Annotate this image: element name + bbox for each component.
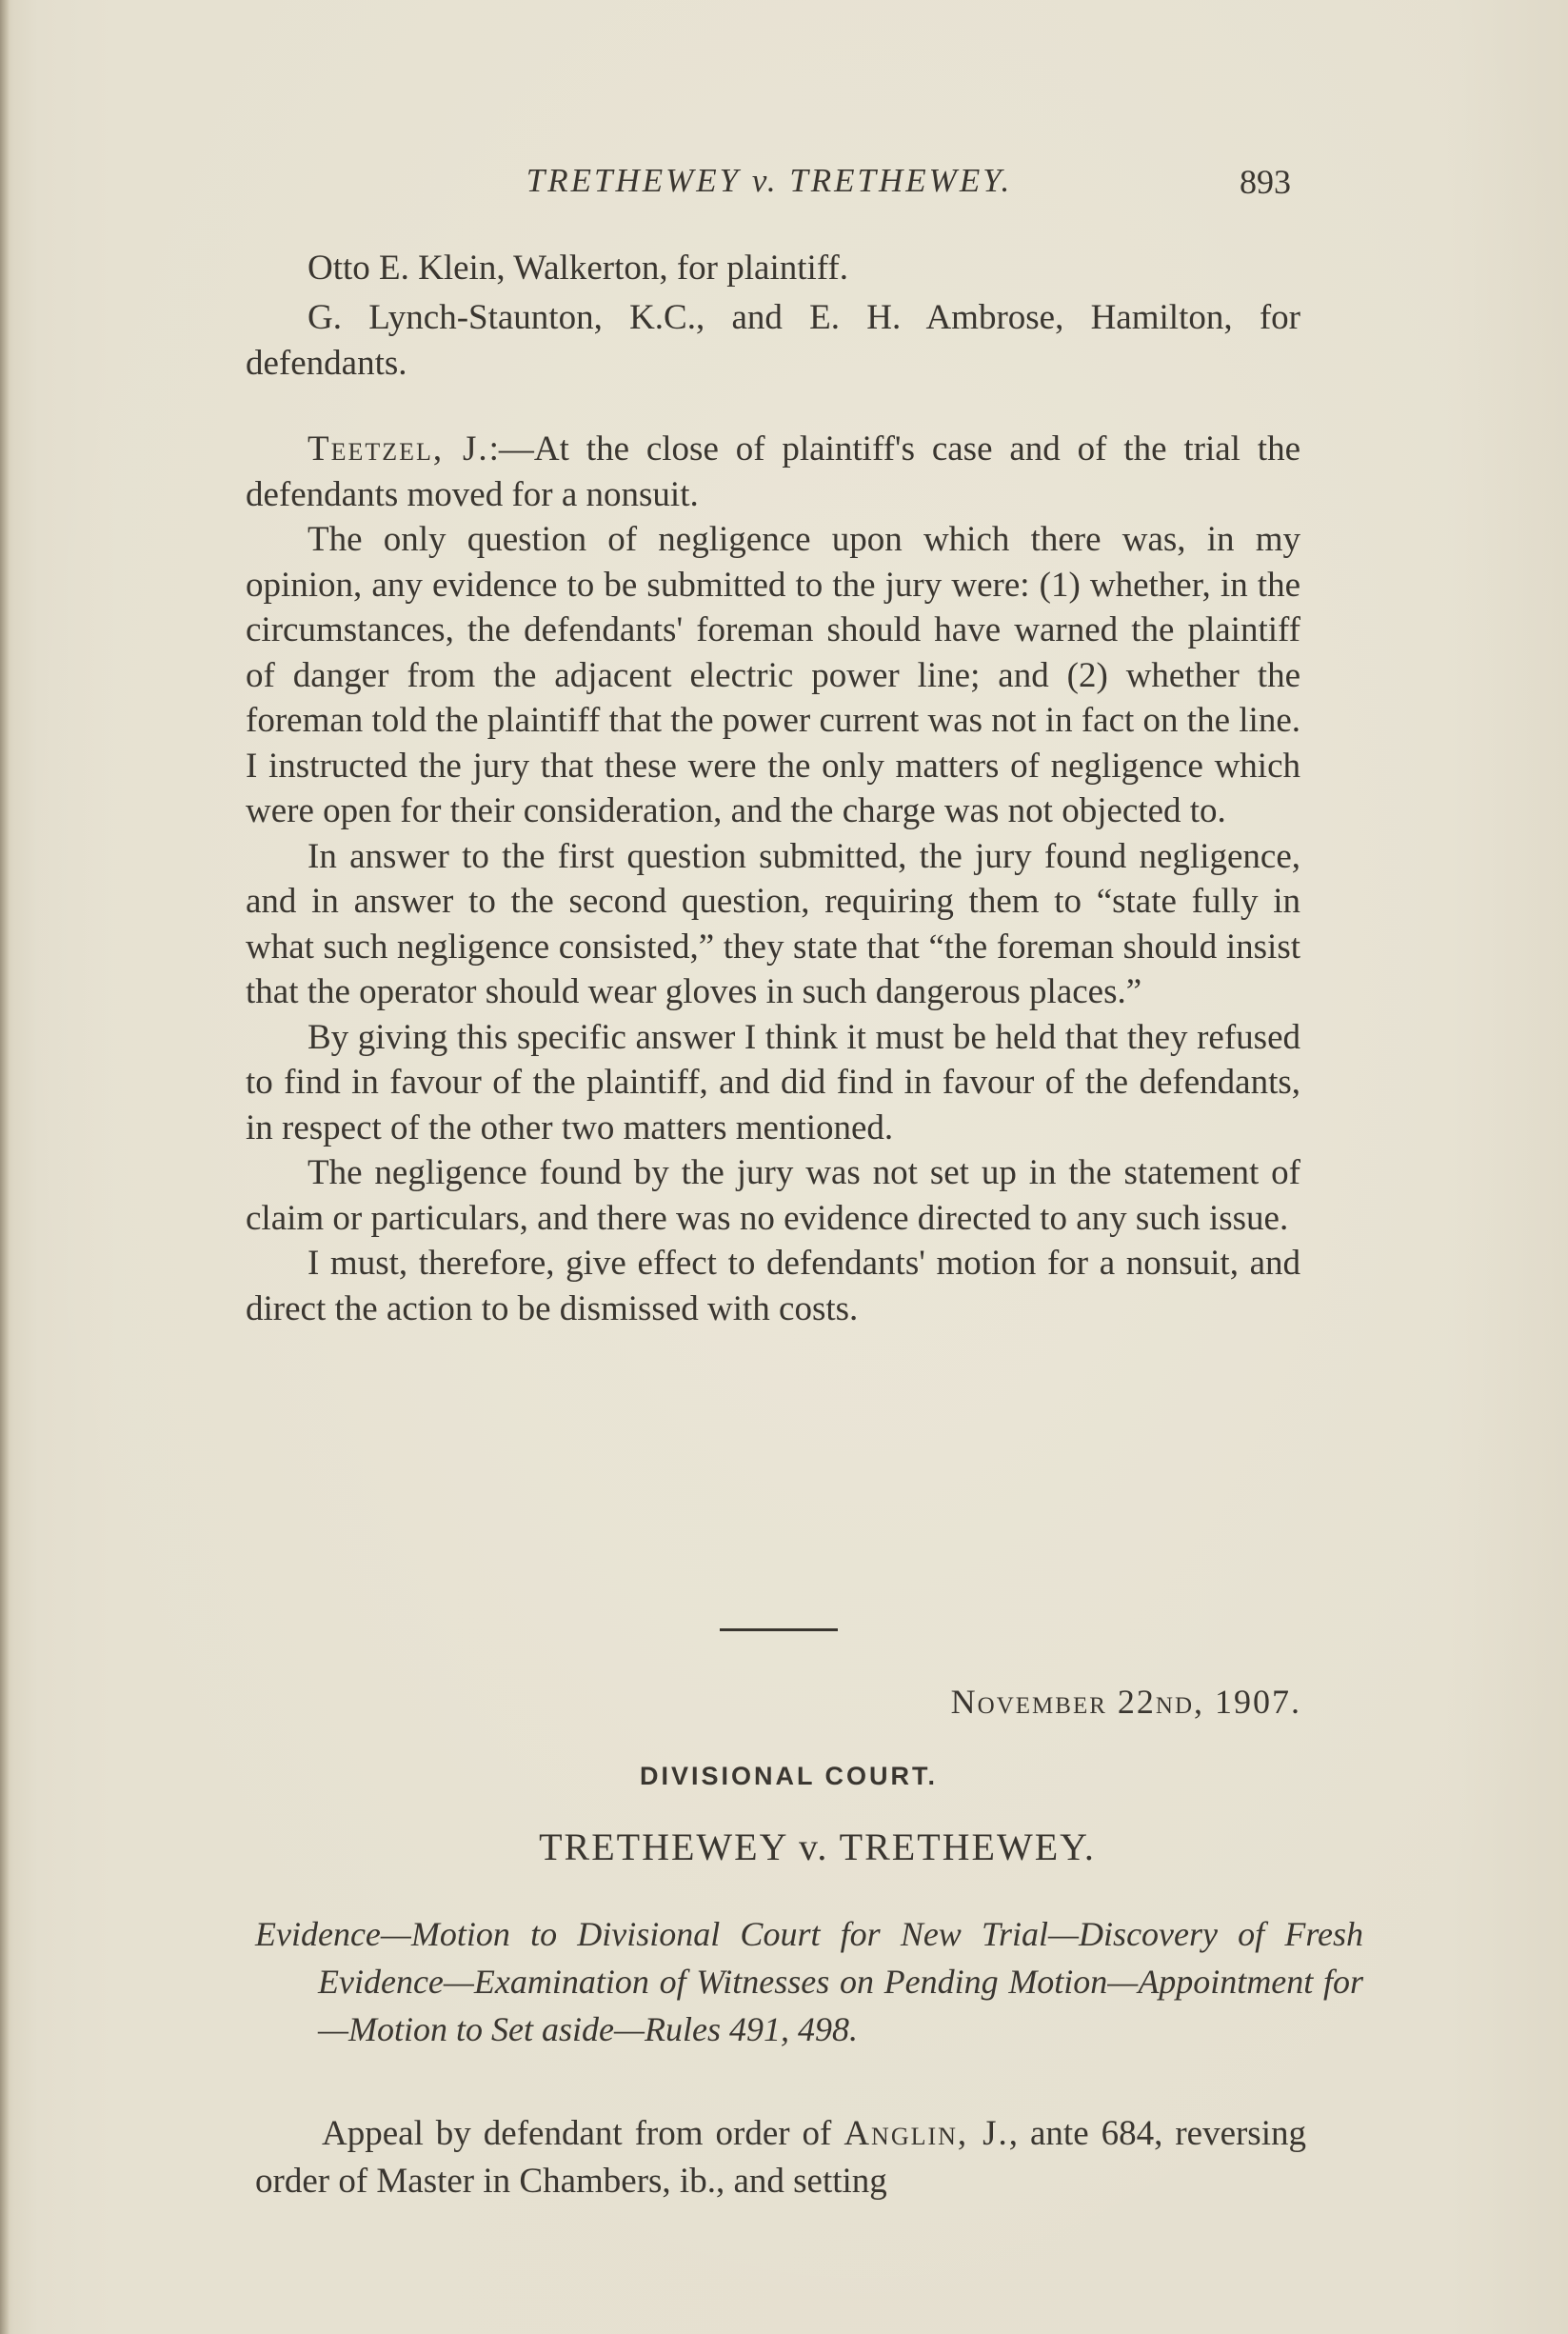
judgment-paragraph-1-text: :—At the close of plaintiff's case and of the trial the defendants moved for a nonsuit. [246, 429, 1300, 514]
judgment-paragraph-5: The negligence found by the jury was not set up in the statement of claim or particulars, and there was no evidence directed to any such issue. [246, 1153, 1300, 1238]
running-title: TRETHEWEY v. TRETHEWEY. [526, 162, 1013, 199]
section-divider [720, 1628, 838, 1631]
judgment-paragraph-1 [246, 427, 1300, 517]
counsel-defendants [246, 295, 1300, 386]
counsel-plaintiff [246, 246, 1300, 291]
case-title: TRETHEWEY v. TRETHEWEY. [539, 1825, 1096, 1868]
page-number: 893 [1240, 163, 1291, 201]
judgment-paragraph-2: The only question of negligence upon which there was, in my opinion, any evidence to be submitted to the jury were: (1) whether, in the circumstances, the defendants' foreman should have warned the plaintiff of danger from the adjacent electric power line; and (2) whether the foreman told the plaintiff that the power current was not in fact on the line. I instructed the jury that these were the only matters of negligence which were open for their consideration, and the charge was not objected to. [246, 520, 1300, 830]
appeal-judge: Anglin, J. [844, 2114, 1009, 2153]
page-spine-shadow [0, 0, 10, 2334]
judgment-text [246, 427, 1300, 1331]
judgment-paragraph-6: I must, therefore, give effect to defendants' motion for a nonsuit, and direct the action to be dismissed with costs. [246, 1244, 1300, 1328]
counsel-defendants-text: G. Lynch-Staunton, K.C., and E. H. Ambrose, Hamilton, for defendants. [246, 298, 1300, 383]
decision-date: November 22nd, 1907. [950, 1683, 1301, 1721]
running-head [248, 162, 1291, 209]
headnote: Evidence—Motion to Divisional Court for New Trial—Discovery of Fresh Evidence—Examination of Witnesses on Pending Motion—Appointment for—Motion to Set aside—Rules 491, 498. [255, 1915, 1363, 2048]
appeal-paragraph [255, 2110, 1306, 2205]
judge-name: Teetzel, J. [308, 429, 489, 469]
judgment-paragraph-4: By giving this specific answer I think it must be held that they refused to find in favour of the plaintiff, and did find in favour of the defendants, in respect of the other two matters mentioned. [246, 1017, 1300, 1147]
court-name: DIVISIONAL COURT. [639, 1762, 939, 1790]
appeal-intro: Appeal by defendant from order of [322, 2114, 832, 2153]
judgment-paragraph-3: In answer to the first question submitted, the jury found negligence, and in answer to the second question, requiring them to “state fully in what such negligence consisted,” they state that “the foreman should insist that the operator should wear gloves in such dangerous places.” [246, 836, 1300, 1011]
counsel-plaintiff-text: Otto E. Klein, Walkerton, for plaintiff. [308, 249, 849, 288]
appeal-rest: , ante 684, reversing order of Master in Chambers, ib., and setting [255, 2114, 1306, 2201]
